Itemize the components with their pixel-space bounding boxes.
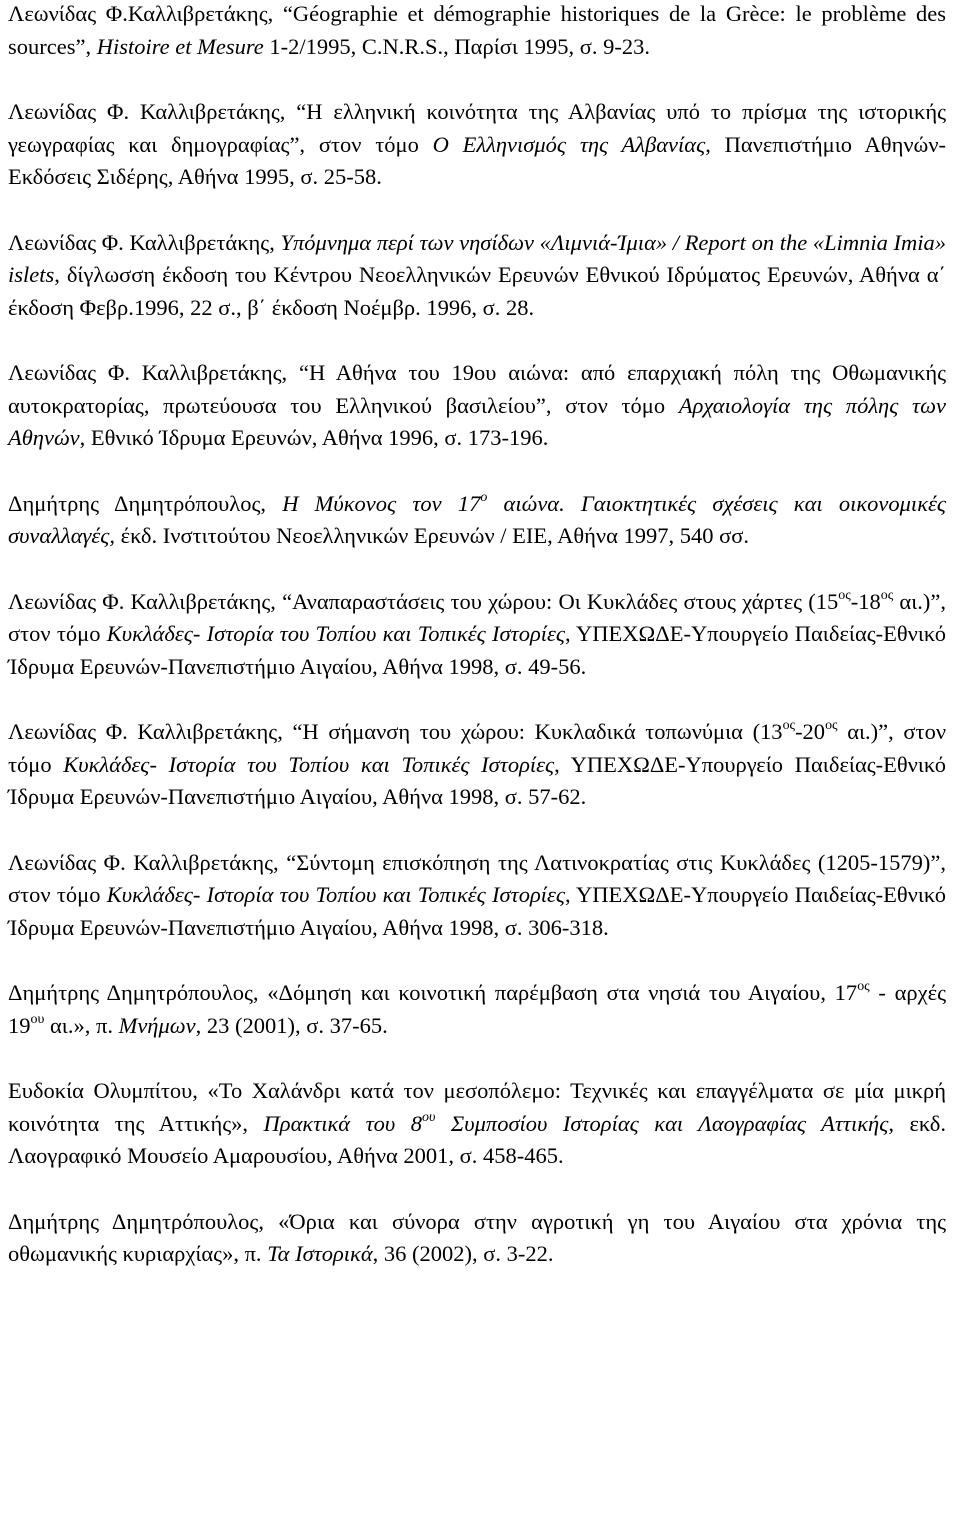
entry-text: , εκδ. Λαογραφικό Μουσείο Αμαρουσίου, Αθήνα 2001, σ. 458-465. — [8, 1110, 947, 1168]
bibliography-entry — [8, 977, 946, 1042]
entry-text: -20 — [795, 719, 826, 744]
entry-text: , Πανεπιστήμιο Αθηνών-Εκδόσεις Σιδέρης, Αθήνα 1995, σ. 25-58. — [8, 131, 947, 189]
superscript-text: ος — [825, 718, 838, 734]
entry-text: , 36 (2002), σ. 3-22. — [372, 1241, 554, 1266]
italic-title-text: Histoire et Mesure — [96, 33, 264, 59]
entry-text: αι.», π. — [44, 1012, 119, 1038]
superscript-text: ου — [422, 1109, 436, 1125]
entry-text: -18 — [850, 588, 881, 614]
entry-text: , ΥΠΕΧΩΔΕ-Υπουργείο Παιδείας-Εθνικό Ίδρυμα Ερευνών-Πανεπιστήμιο Αιγαίου, Αθήνα 1998, σ. 57-62. — [8, 751, 946, 809]
bibliography-entry — [8, 716, 946, 814]
bibliography-entry — [8, 357, 946, 455]
italic-title-text: Πρακτικά του 8 — [263, 1110, 423, 1136]
superscript-text: ο — [480, 489, 488, 505]
superscript-text: ος — [857, 979, 870, 995]
italic-title-text: Συμποσίου Ιστορίας και Λαογραφίας Αττικής — [435, 1110, 889, 1136]
entry-text: Λεωνίδας Φ. Καλλιβρετάκης, — [8, 229, 281, 255]
entry-text: Λεωνίδας Φ. Καλλιβρετάκης, “Η Αθήνα του 19ου αιώνα: από επαρχιακή πόλη της Οθωμανικής αυτοκρατορίας, πρωτεύουσα του Ελληνικού βασιλείου”, στον τόμο — [8, 360, 946, 418]
bibliography-entry — [8, 586, 946, 684]
superscript-text: ος — [880, 587, 894, 603]
entry-text: αι.)”, στον τόμο — [8, 719, 946, 777]
bibliography-entry — [8, 1075, 946, 1173]
entry-text: , 23 (2001), σ. 37-65. — [195, 1012, 388, 1038]
entry-text: αι.)”, στον τόμο — [8, 588, 947, 646]
italic-title-text: Κυκλάδες- Ιστορία του Τοπίου και Τοπικές Ιστορίες — [63, 751, 555, 777]
superscript-text: ου — [30, 1011, 45, 1027]
entry-text: Λεωνίδας Φ.Καλλιβρετάκης, “Géographie et démographie historiques de la Grèce: le problème des sources”, — [8, 1, 946, 59]
entry-text: έκδ. Ινστιτούτου Νεοελληνικών Ερευνών / ΕΙΕ, Αθήνα 1997, 540 σσ. — [115, 523, 750, 548]
entry-text: Λεωνίδας Φ. Καλλιβρετάκης, “Σύντομη επισκόπηση της Λατινοκρατίας στις Κυκλάδες (1205-1579)”, στον τόμο — [8, 849, 946, 907]
entry-text: Ευδοκία Ολυμπίτου, «Το Χαλάνδρι κατά τον μεσοπόλεμο: Τεχνικές και επαγγέλματα σε μία μικρή κοινότητα της Αττικής», — [8, 1078, 946, 1136]
bibliography-entry — [8, 488, 946, 553]
italic-title-text: Ο Ελληνισμός της Αλβανίας — [432, 131, 706, 157]
entry-text: , δίγλωσση έκδοση του Κέντρου Νεοελληνικών Ερευνών Εθνικού Ιδρύματος Ερευνών, Αθήνα α΄ έκδοση Φεβρ.1996, 22 σ., β΄ έκδοση Νοέμβρ. 1996, σ. 28. — [8, 262, 946, 320]
entry-text: - αρχές 19 — [8, 980, 946, 1038]
entry-text: , ΥΠΕΧΩΔΕ-Υπουργείο Παιδείας-Εθνικό Ίδρυμα Ερευνών-Πανεπιστήμιο Αιγαίου, Αθήνα 1998, σ. 49-56. — [8, 621, 946, 679]
entry-text: , ΥΠΕΧΩΔΕ-Υπουργείο Παιδείας-Εθνικό Ίδρυμα Ερευνών-Πανεπιστήμιο Αιγαίου, Αθήνα 1998, σ. 306-318. — [8, 882, 946, 940]
superscript-text: ος — [838, 587, 851, 603]
entry-text: Λεωνίδας Φ. Καλλιβρετάκης, “Αναπαραστάσεις του χώρου: Οι Κυκλάδες στους χάρτες (15 — [8, 588, 839, 614]
bibliography-entry — [8, 1206, 946, 1271]
italic-title-text: Υπόμνημα περί των νησίδων «Λιμνιά-Ίμια» / Report on the «Limnia Imia» islets — [8, 229, 946, 287]
bibliography-entry — [8, 227, 946, 325]
bibliography-entry — [8, 0, 946, 63]
entry-text: Δημήτρης Δημητρόπουλος, — [8, 490, 283, 516]
italic-title-text: Μνήμων — [118, 1012, 196, 1038]
superscript-text: ος — [782, 718, 796, 734]
entry-text: Δημήτρης Δημητρόπουλος, «Όρια και σύνορα στην αγροτική γη του Αιγαίου στα χρόνια της οθωμανικής κυριαρχίας», π. — [8, 1208, 946, 1266]
italic-title-text: Τα Ιστορικά — [267, 1241, 373, 1266]
entry-text: 1-2/1995, C.N.R.S., Παρίσι 1995, σ. 9-23. — [263, 33, 651, 59]
italic-title-text: Κυκλάδες- Ιστορία του Τοπίου και Τοπικές Ιστορίες — [106, 621, 565, 646]
italic-title-text: Κυκλάδες- Ιστορία του Τοπίου και Τοπικές Ιστορίες — [106, 882, 565, 907]
entry-text: Λεωνίδας Φ. Καλλιβρετάκης, “Η σήμανση του χώρου: Κυκλαδικά τοπωνύμια (13 — [8, 719, 783, 744]
italic-title-text: Η Μύκονος τον 17 — [282, 490, 481, 516]
italic-title-text: αιώνα. Γαιοκτητικές σχέσεις και οικονομικές συναλλαγές, — [8, 490, 946, 548]
italic-title-text: Αρχαιολογία της πόλης των Αθηνών — [8, 392, 946, 450]
bibliography-entry — [8, 847, 946, 945]
entry-text: Λεωνίδας Φ. Καλλιβρετάκης, “Η ελληνική κοινότητα της Αλβανίας υπό το πρίσμα της ιστορικής γεωγραφίας και δημογραφίας”, στον τόμο — [8, 99, 946, 157]
entry-text: Δημήτρης Δημητρόπουλος, «Δόμηση και κοινοτική παρέμβαση στα νησιά του Αιγαίου, 17 — [8, 980, 858, 1005]
entry-text: , Εθνικό Ίδρυμα Ερευνών, Αθήνα 1996, σ. 173-196. — [79, 425, 549, 450]
bibliography-entry — [8, 96, 946, 194]
